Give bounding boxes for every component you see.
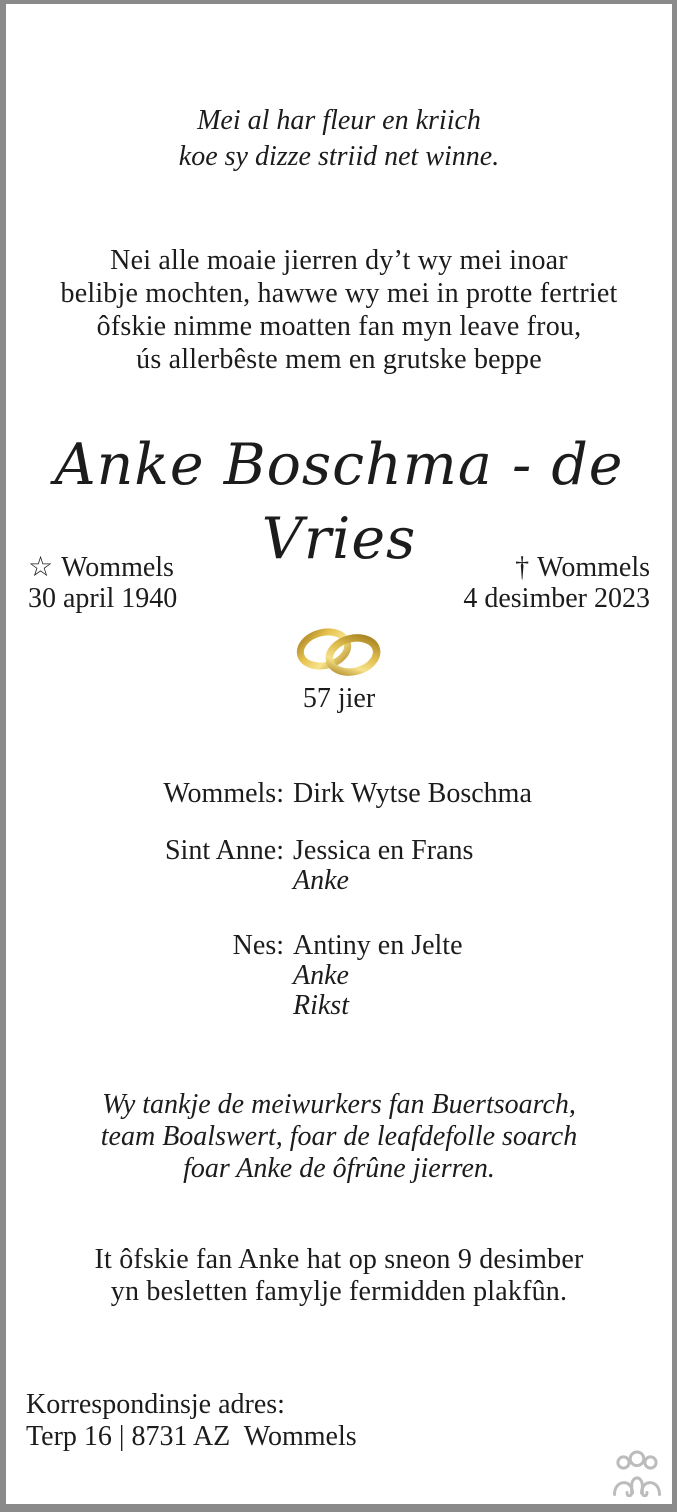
epigraph-line: koe sy dizze striid net winne. [178,141,500,172]
birth-place-line [28,552,177,583]
death-place-line [463,552,650,583]
family-name: Dirk Wytse Boschma [293,778,532,809]
gratitude-line: foar Anke de ôfrûne jierren. [183,1153,495,1184]
family-row [28,779,532,809]
gratitude-text [6,1089,672,1185]
family-row [28,836,532,896]
correspondence-block [26,1389,357,1453]
family-place: Nes: [232,930,284,961]
birth-info [28,552,177,614]
family-names [293,779,532,809]
death-date: 4 desimber 2023 [463,583,650,614]
birth-date: 30 april 1940 [28,583,178,614]
epigraph-verse [6,103,672,175]
gratitude-line: team Boalswert, foar de leafdefolle soarch [100,1121,578,1152]
family-place: Wommels: [163,778,284,809]
marriage-duration: 57 jier [302,683,376,714]
family-list [28,779,532,1021]
announcement-line: Nei alle moaie jierren dy’t wy mei inoar [110,245,568,276]
family-row [28,931,532,1021]
family-name: Antiny en Jelte [293,930,463,961]
family-name: Jessica en Frans [293,835,474,866]
birth-place: Wommels [61,552,174,583]
wedding-rings-icon [293,626,385,678]
family-name: Rikst [293,990,349,1021]
white-star-icon: ☆ [28,552,54,583]
dagger-icon: † [515,552,530,583]
family-names [293,931,532,1021]
epigraph-line: Mei al har fleur en kriich [197,105,481,136]
announcement-line: belibje mochten, hawwe wy mei in protte fertriet [60,278,618,309]
death-place: Wommels [537,552,650,583]
farewell-line: It ôfskie fan Anke hat op sneon 9 desimber [94,1244,584,1275]
family-name: Anke [293,960,349,991]
death-info [463,552,650,614]
correspondence-label: Korrespondinsje adres: [26,1389,285,1420]
family-place: Sint Anne: [164,835,284,866]
announcement-line: ôfskie nimme moatten fan myn leave frou, [96,311,582,342]
family-name: Anke [293,865,349,896]
correspondence-address: Terp 16 | 8731 AZ Wommels [26,1421,357,1452]
farewell-text [6,1244,672,1308]
family-names [293,836,532,896]
deceased-name: Anke Boschma - de Vries [54,432,624,572]
announcement-line: ús allerbêste mem en grutske beppe [136,344,542,375]
obituary-sheet [6,4,672,1504]
gratitude-line: Wy tankje de meiwurkers fan Buertsoarch, [102,1089,576,1120]
people-group-icon [611,1450,663,1497]
announcement-text [6,244,672,376]
farewell-line: yn besletten famylje fermidden plakfûn. [110,1276,568,1307]
